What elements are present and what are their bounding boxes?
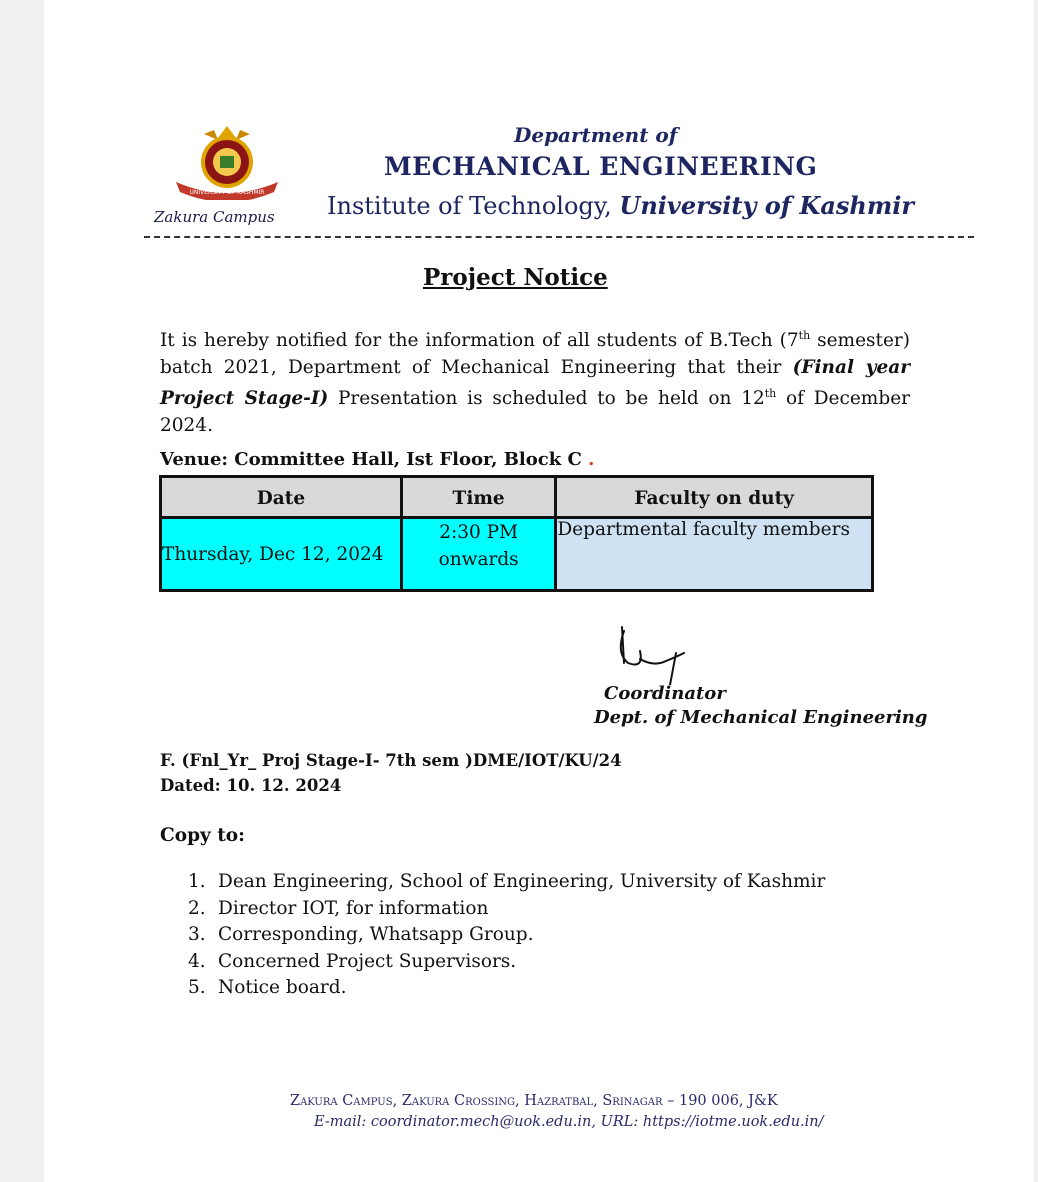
- venue-line: [160, 449, 594, 470]
- list-text: Director IOT, for information: [218, 897, 489, 919]
- dept-of-heading: Department of: [514, 123, 678, 147]
- copy-to-list: [160, 869, 825, 1002]
- notice-paragraph: [160, 323, 910, 439]
- list-number: 2.: [188, 897, 206, 919]
- address-text: Zakura Campus, Zakura Crossing, Hazratbal, Srinagar – 190 006, J&K: [290, 1093, 778, 1109]
- coordinator-dept: Dept. of Mechanical Engineering: [594, 707, 928, 728]
- schedule-table: [159, 475, 874, 592]
- para-text-2: semester) batch 2021, Department of Mechanical Engineering that their: [160, 330, 910, 378]
- cell-date: Thursday, Dec 12, 2024: [161, 518, 402, 591]
- footer-address: [290, 1093, 778, 1109]
- para-text-1: It is hereby notified for the information of all students of B.Tech (7: [160, 330, 799, 352]
- list-item: [160, 922, 825, 949]
- reference-number: F. (Fnl_Yr_ Proj Stage-I- 7th sem )DME/IOT/KU/24: [160, 751, 622, 770]
- list-number: 3.: [188, 924, 206, 945]
- list-number: 4.: [188, 950, 206, 972]
- venue-dot: .: [588, 449, 595, 470]
- list-text: Corresponding, Whatsapp Group.: [218, 924, 534, 945]
- campus-label: Zakura Campus: [154, 208, 275, 226]
- dated-line: Dated: 10. 12. 2024: [160, 776, 342, 795]
- list-item: [160, 949, 825, 976]
- university-name: University of Kashmir: [619, 191, 914, 220]
- logo-banner-text: UNIVERSITY OF KASHMIR: [189, 189, 265, 196]
- para-text-3: Presentation is scheduled to be held on 12: [328, 388, 765, 410]
- footer-contact: E-mail: coordinator.mech@uok.edu.in, URL: https://iotme.uok.edu.in/: [314, 1114, 824, 1130]
- time-line-2: onwards: [438, 549, 519, 570]
- list-text: Concerned Project Supervisors.: [218, 950, 517, 972]
- notice-title: Project Notice: [423, 264, 608, 291]
- header-faculty: Faculty on duty: [556, 477, 873, 518]
- cell-faculty: Departmental faculty members: [556, 518, 873, 591]
- header-divider: [144, 236, 974, 238]
- copy-to-label: Copy to:: [160, 825, 245, 846]
- list-item: [160, 896, 825, 923]
- para-sup-1: th: [798, 329, 811, 342]
- department-name: MECHANICAL ENGINEERING: [384, 152, 818, 181]
- venue-text: Venue: Committee Hall, Ist Floor, Block C: [160, 449, 582, 470]
- coordinator-signature: [614, 623, 694, 685]
- institute-name: Institute of Technology,: [327, 192, 612, 220]
- cell-time: [401, 518, 555, 591]
- list-number: 5.: [188, 977, 206, 998]
- coordinator-title: Coordinator: [604, 683, 726, 704]
- university-logo: [174, 124, 280, 200]
- list-text: Dean Engineering, School of Engineering, University of Kashmir: [218, 871, 826, 892]
- list-number: 1.: [188, 871, 206, 892]
- document-page: [44, 0, 1034, 1182]
- header-time: Time: [401, 477, 555, 518]
- para-sup-2: th: [764, 387, 777, 401]
- header-date: Date: [161, 477, 402, 518]
- time-line-1: 2:30 PM: [439, 522, 519, 543]
- para-text-4: of December 2024.: [160, 388, 910, 436]
- table-row: [161, 518, 873, 591]
- table-header-row: [161, 477, 873, 518]
- list-item: [160, 869, 825, 896]
- institute-line: [327, 191, 914, 220]
- para-emphasis: (Final year Project Stage-I): [160, 356, 911, 410]
- list-item: [160, 975, 825, 1002]
- list-text: Notice board.: [218, 977, 347, 998]
